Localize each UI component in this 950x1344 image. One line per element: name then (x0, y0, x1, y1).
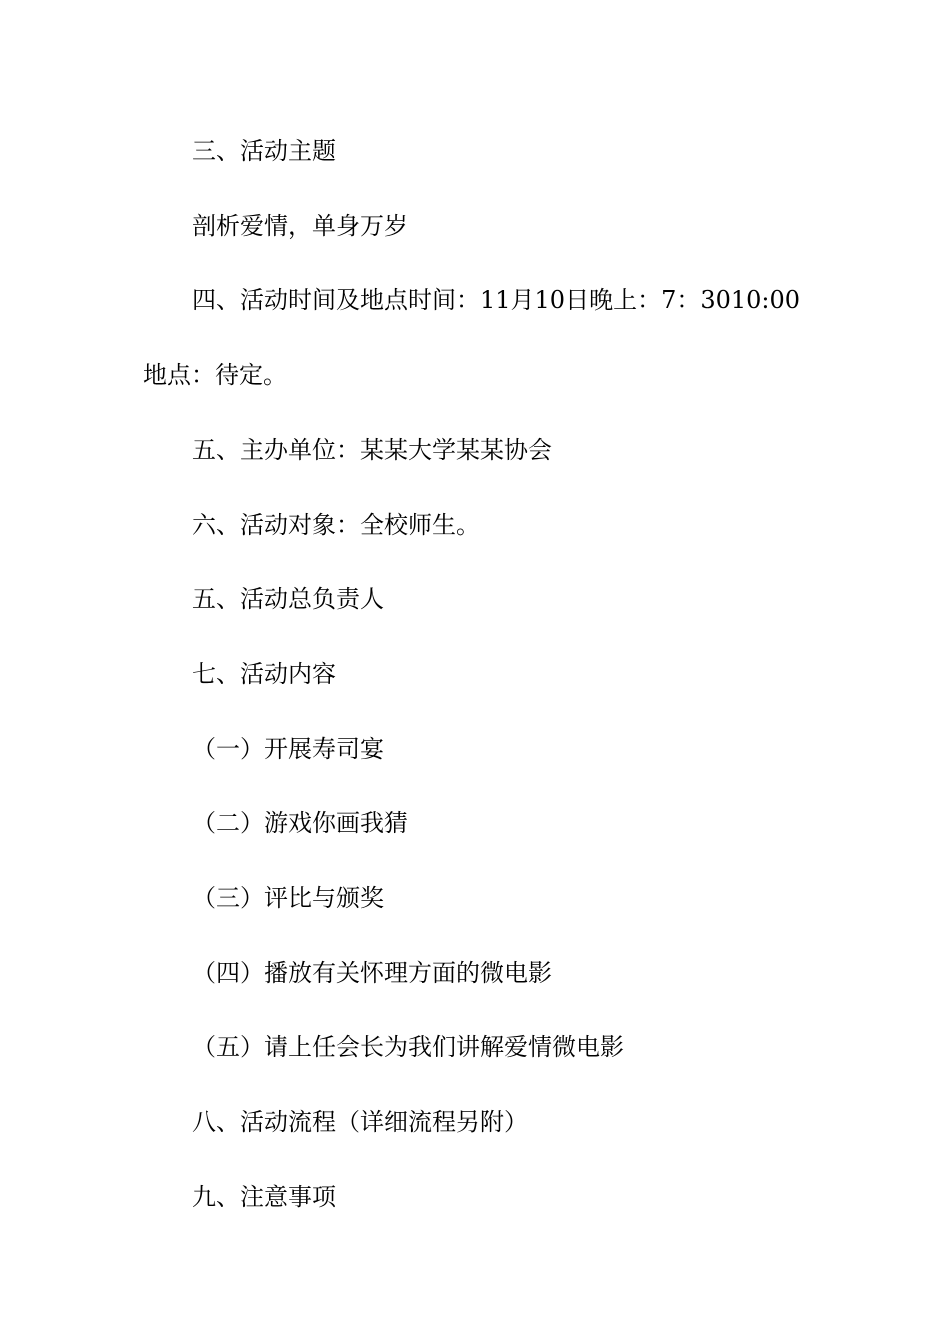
heading-process: 八、活动流程（详细流程另附） (192, 1108, 528, 1136)
heading-time-location: 四、活动时间及地点时间：11月10日晚上：7：3010:00 (192, 286, 801, 314)
heading-content: 七、活动内容 (192, 660, 336, 688)
heading-organizer: 五、主办单位：某某大学某某协会 (192, 436, 552, 464)
content-item-4: （四）播放有关怀理方面的微电影 (192, 959, 552, 987)
content-item-3: （三）评比与颁奖 (192, 884, 384, 912)
heading-theme: 三、活动主题 (192, 137, 336, 165)
content-item-1: （一）开展寿司宴 (192, 735, 384, 763)
location-text: 地点：待定。 (143, 361, 287, 389)
heading-audience: 六、活动对象：全校师生。 (192, 511, 480, 539)
content-item-5: （五）请上任会长为我们讲解爱情微电影 (192, 1033, 624, 1061)
content-item-2: （二）游戏你画我猜 (192, 809, 408, 837)
heading-person-in-charge: 五、活动总负责人 (192, 585, 384, 613)
heading-notes: 九、注意事项 (192, 1183, 336, 1211)
theme-text: 剖析爱情，单身万岁 (192, 212, 408, 240)
